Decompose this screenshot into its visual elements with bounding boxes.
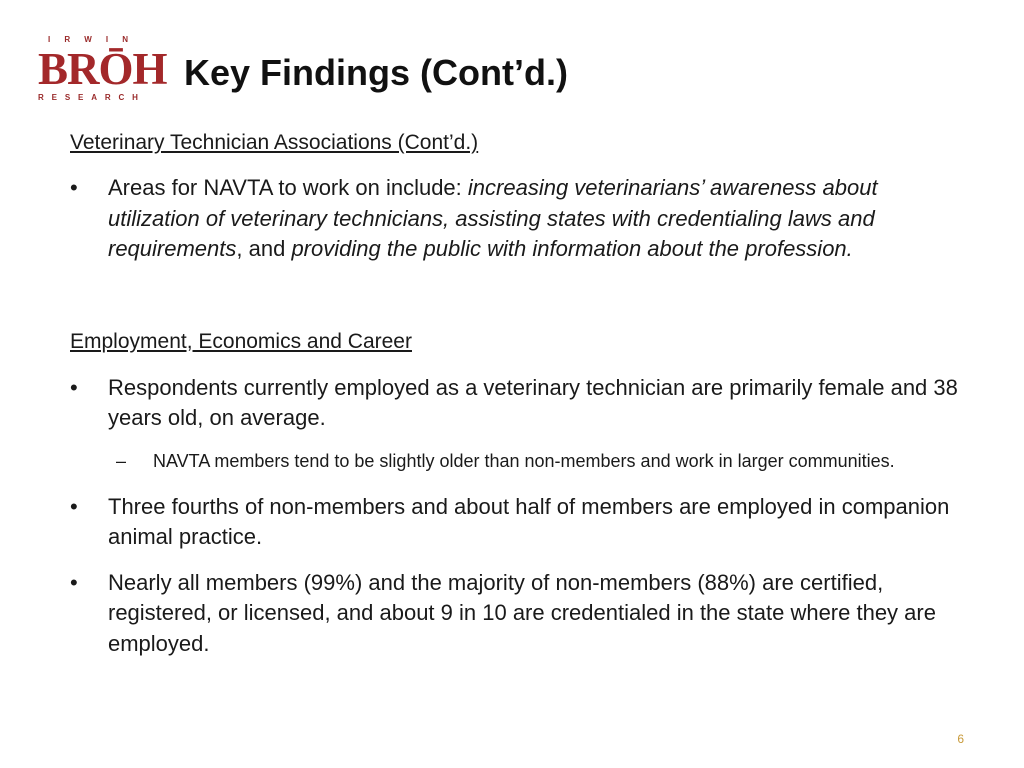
bullet-respondents bbox=[70, 373, 970, 434]
logo-letter: R bbox=[104, 93, 111, 102]
section-heading-employment: Employment, Economics and Career bbox=[70, 329, 412, 353]
bullet-mark: • bbox=[70, 569, 78, 595]
bullet-certified bbox=[70, 568, 970, 660]
slide-title: Key Findings (Cont’d.) bbox=[184, 52, 568, 93]
slide-content bbox=[70, 128, 970, 659]
logo-letter: W bbox=[84, 35, 92, 44]
bullet-text: Respondents currently employed as a veterinary technician are primarily female and 38 years old, on average. bbox=[108, 374, 958, 430]
logo-bottom-text bbox=[38, 94, 138, 102]
bullet-mark: • bbox=[70, 175, 78, 200]
sub-bullet-navta-members bbox=[70, 448, 970, 474]
bullet-navta-areas bbox=[70, 173, 970, 265]
logo-letter: S bbox=[64, 93, 71, 102]
logo-letter: R bbox=[64, 35, 71, 44]
sub-bullet-text: NAVTA members tend to be slightly older than non-members and work in larger communities. bbox=[153, 450, 895, 471]
logo-letter: A bbox=[91, 93, 98, 102]
logo-letter: C bbox=[118, 93, 125, 102]
logo-top-text bbox=[38, 36, 138, 44]
bullet-text: Nearly all members (99%) and the majority of non-members (88%) are certified, registered, or licensed, and about 9 in 10 are credentialed in the state where they are employed. bbox=[108, 569, 936, 656]
logo-letter: E bbox=[78, 93, 84, 102]
company-logo bbox=[38, 35, 167, 104]
logo-letter: I bbox=[105, 35, 109, 44]
logo-letter: E bbox=[51, 93, 57, 102]
bullet-lead-text: Areas for NAVTA to work on include: bbox=[108, 175, 468, 200]
bullet-italic-text: increasing veterinarians’ awareness about utilization of veterinary technicians, assisting states with credentialing laws and requirements bbox=[108, 175, 878, 261]
dash-mark: – bbox=[116, 450, 127, 471]
logo-letter: H bbox=[132, 93, 138, 102]
logo-letter: N bbox=[122, 35, 128, 44]
page-number: 6 bbox=[957, 732, 964, 746]
logo-main-text: BRŌH bbox=[38, 44, 167, 94]
bullet-text: Three fourths of non-members and about half of members are employed in companion animal practice. bbox=[108, 493, 950, 549]
logo-letter: R bbox=[38, 93, 44, 102]
bullet-mark: • bbox=[70, 493, 78, 519]
logo-letter: I bbox=[48, 35, 51, 44]
bullet-mid-text: , and bbox=[236, 236, 292, 261]
section-heading-associations: Veterinary Technician Associations (Cont’d.) bbox=[70, 131, 479, 154]
bullet-mark: • bbox=[70, 374, 78, 400]
bullet-italic-text: providing the public with information about the profession. bbox=[291, 236, 853, 261]
bullet-three-fourths bbox=[70, 492, 970, 553]
